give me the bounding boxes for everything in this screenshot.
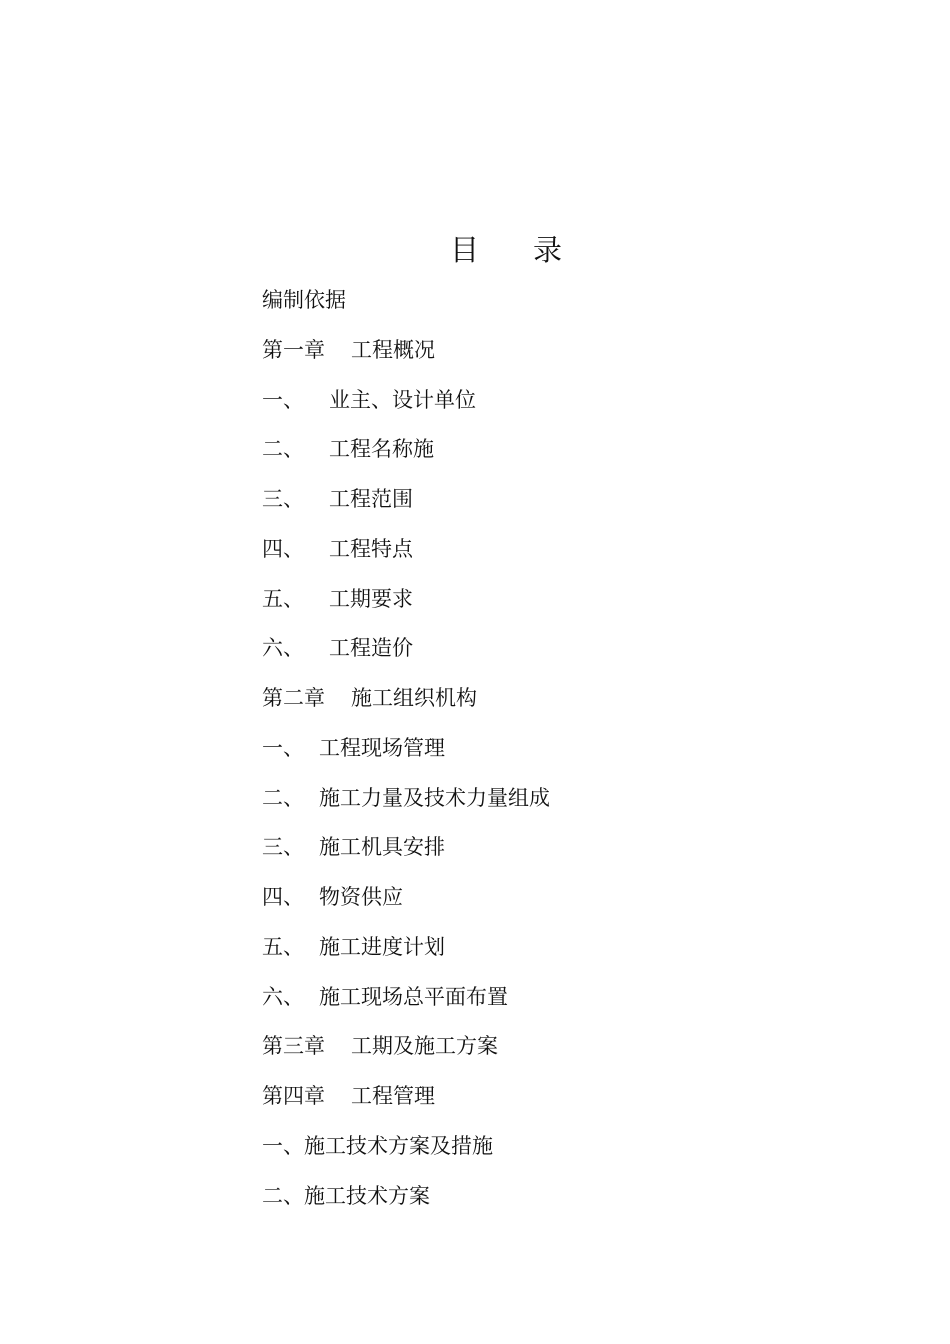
toc-entry-text: 物资供应 <box>319 885 403 909</box>
toc-entry-8 <box>262 682 822 732</box>
toc-entry-9 <box>262 732 822 782</box>
toc-entry-1 <box>262 334 822 384</box>
toc-entry-number: 第四章 <box>262 1084 325 1108</box>
toc-entry-number: 三、 <box>262 835 304 860</box>
toc-entry-18 <box>262 1180 822 1230</box>
toc-entry-number: 第三章 <box>262 1034 325 1059</box>
toc-entry-10 <box>262 782 822 832</box>
toc-entry-number: 二、 <box>262 437 304 462</box>
toc-entry-number: 四、 <box>262 536 304 561</box>
toc-title-char-2: 录 <box>533 233 563 267</box>
toc-entry-text: 业主、设计单位 <box>329 387 476 412</box>
toc-entry-3 <box>262 433 822 483</box>
toc-entry-number: 一、 <box>262 1133 304 1158</box>
toc-entry-text: 施工进度计划 <box>319 934 445 959</box>
toc-entry-number: 一、 <box>262 735 304 760</box>
toc-entry-12 <box>262 881 822 931</box>
toc-title-char-1: 目 <box>450 233 480 267</box>
toc-entry-number: 五、 <box>262 934 304 959</box>
toc-entry-text: 工程管理 <box>351 1084 435 1108</box>
toc-entry-text: 工程现场管理 <box>319 735 445 760</box>
toc-entry-0 <box>262 284 822 334</box>
toc-entry-text: 施工组织机构 <box>351 686 477 710</box>
toc-entry-11 <box>262 831 822 881</box>
toc-list <box>262 284 822 1229</box>
toc-entry-13 <box>262 931 822 981</box>
toc-entry-number: 一、 <box>262 387 304 412</box>
toc-entry-text: 施工力量及技术力量组成 <box>319 785 550 810</box>
toc-entry-number: 六、 <box>262 636 304 661</box>
toc-entry-16 <box>262 1080 822 1130</box>
toc-entry-number: 第一章 <box>262 337 325 362</box>
toc-entry-number: 五、 <box>262 586 304 611</box>
toc-entry-text: 施工技术方案 <box>304 1183 430 1208</box>
toc-entry-number: 六、 <box>262 984 304 1009</box>
toc-entry-text: 工程范围 <box>329 487 413 511</box>
toc-entry-2 <box>262 384 822 434</box>
toc-entry-text: 工程名称施 <box>329 437 434 462</box>
toc-entry-text: 工程造价 <box>329 636 413 661</box>
toc-entry-5 <box>262 533 822 583</box>
toc-entry-text: 施工机具安排 <box>319 835 445 860</box>
toc-entry-14 <box>262 981 822 1031</box>
toc-entry-text: 工期及施工方案 <box>351 1034 498 1059</box>
toc-title <box>0 228 950 272</box>
toc-entry-number: 二、 <box>262 1183 304 1208</box>
toc-entry-text: 工程特点 <box>329 536 413 561</box>
toc-entry-number: 四、 <box>262 885 304 909</box>
toc-entry-number: 二、 <box>262 785 304 810</box>
toc-entry-text: 施工现场总平面布置 <box>319 984 508 1009</box>
toc-entry-17 <box>262 1130 822 1180</box>
toc-entry-text: 施工技术方案及措施 <box>304 1133 493 1158</box>
toc-entry-number: 第二章 <box>262 686 325 710</box>
toc-entry-6 <box>262 583 822 633</box>
toc-entry-15 <box>262 1030 822 1080</box>
toc-entry-text: 工期要求 <box>329 586 413 611</box>
toc-entry-number: 三、 <box>262 487 304 511</box>
toc-entry-4 <box>262 483 822 533</box>
toc-entry-7 <box>262 632 822 682</box>
toc-entry-text: 编制依据 <box>262 288 346 312</box>
toc-entry-text: 工程概况 <box>351 337 435 362</box>
